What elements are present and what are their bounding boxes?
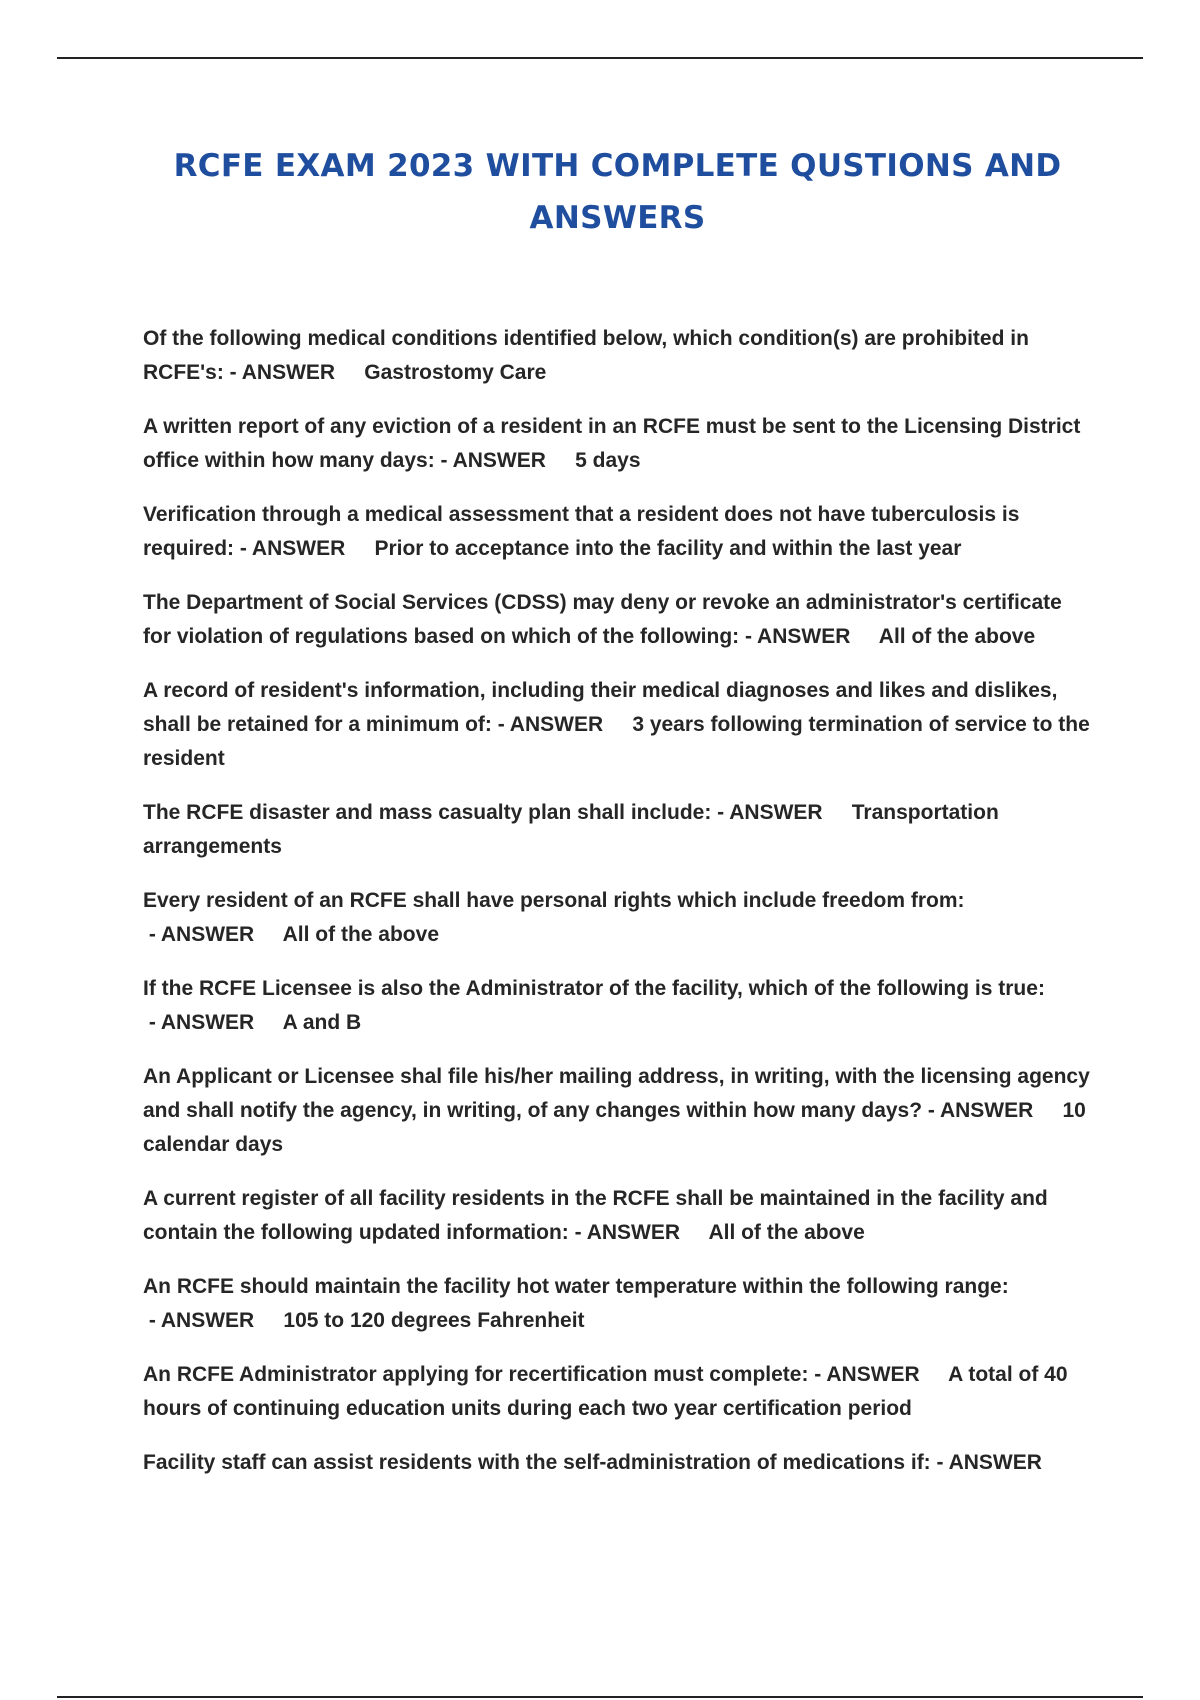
qa-item: The RCFE disaster and mass casualty plan shall include: - ANSWER Transportation arrangements — [143, 801, 999, 858]
qa-item: An RCFE should maintain the facility hot water temperature within the following range: - ANSWER 105 to 120 degrees Fahrenheit — [143, 1275, 1009, 1332]
answer-text: Transportation arrangements — [143, 801, 999, 858]
question-text: If the RCFE Licensee is also the Administrator of the facility, which of the following is true: — [143, 977, 1045, 1000]
bottom-divider — [57, 1696, 1143, 1698]
answer-text: Gastrostomy Care — [364, 361, 547, 384]
qa-item: The Department of Social Services (CDSS) may deny or revoke an administrator's certificate for violation of regulations based on which of the following: - ANSWER All of the above — [143, 591, 1062, 648]
question-text: Verification through a medical assessment that a resident does not have tuberculosis is required: — [143, 503, 1020, 560]
qa-item: Verification through a medical assessment that a resident does not have tuberculosis is required: - ANSWER Prior to acceptance into the facility and within the last year — [143, 503, 1020, 560]
question-text: An RCFE Administrator applying for recertification must complete: — [143, 1363, 809, 1386]
qa-item: A current register of all facility residents in the RCFE shall be maintained in the facility and contain the following updated information: - ANSWER All of the above — [143, 1187, 1048, 1244]
answer-text: A total of 40 hours of continuing education units during each two year certification period — [143, 1363, 1068, 1420]
qa-item: An Applicant or Licensee shal file his/her mailing address, in writing, with the licensing agency and shall notify the agency, in writing, of any changes within how many days? - ANSWER 10 calendar days — [143, 1065, 1090, 1156]
question-text: The RCFE disaster and mass casualty plan shall include: — [143, 801, 712, 824]
answer-text: 105 to 120 degrees Fahrenheit — [283, 1309, 585, 1332]
document-title: RCFE EXAM 2023 WITH COMPLETE QUSTIONS AND ANSWERS — [173, 148, 1062, 236]
qa-item: Of the following medical conditions identified below, which condition(s) are prohibited in RCFE's: - ANSWER Gastrostomy Care — [143, 327, 1029, 384]
question-text: An RCFE should maintain the facility hot water temperature within the following range: — [143, 1275, 1009, 1298]
answer-label: ANSWER — [826, 1363, 920, 1386]
answer-text: 10 calendar days — [143, 1099, 1086, 1156]
top-divider — [57, 57, 1143, 59]
question-text: A record of resident's information, including their medical diagnoses and likes and dislikes, shall be retained for a minimum of: — [143, 679, 1058, 736]
answer-label: ANSWER — [757, 625, 851, 648]
answer-text: All of the above — [708, 1221, 865, 1244]
answer-label: ANSWER — [160, 1011, 255, 1034]
qa-list — [143, 322, 1093, 1500]
answer-label: ANSWER — [939, 1099, 1034, 1122]
qa-item: A written report of any eviction of a resident in an RCFE must be sent to the Licensing District office within how many days: - ANSWER 5 days — [143, 415, 1081, 472]
question-text: A current register of all facility residents in the RCFE shall be maintained in the facility and contain the following updated information: — [143, 1187, 1048, 1244]
question-text: Facility staff can assist residents with the self-administration of medications if: — [143, 1451, 931, 1474]
qa-item: Every resident of an RCFE shall have personal rights which include freedom from: - ANSWER All of the above — [143, 889, 965, 946]
question-text: The Department of Social Services (CDSS) may deny or revoke an administrator's certificate for violation of regulations based on which of the following: — [143, 591, 1062, 648]
answer-text: 5 days — [575, 449, 641, 472]
qa-item: An RCFE Administrator applying for recertification must complete: - ANSWER A total of 40 hours of continuing education units during each two year certification period — [143, 1363, 1068, 1420]
qa-item: A record of resident's information, including their medical diagnoses and likes and dislikes, shall be retained for a minimum of: - ANSWER 3 years following termination of service to the resident — [143, 679, 1090, 770]
answer-label: ANSWER — [452, 449, 546, 472]
answer-label: ANSWER — [251, 537, 346, 560]
answer-label: ANSWER — [729, 801, 823, 824]
answer-text: Prior to acceptance into the facility and within the last year — [374, 537, 962, 560]
answer-text: 3 years following termination of service to the resident — [143, 713, 1090, 770]
qa-item: If the RCFE Licensee is also the Administrator of the facility, which of the following is true: - ANSWER A and B — [143, 977, 1045, 1034]
question-text: Every resident of an RCFE shall have personal rights which include freedom from: — [143, 889, 965, 912]
answer-label: ANSWER — [160, 923, 255, 946]
answer-label: ANSWER — [586, 1221, 681, 1244]
answer-text: All of the above — [282, 923, 439, 946]
qa-item: Facility staff can assist residents with the self-administration of medications if: - ANSWER — [143, 1451, 1042, 1474]
answer-text: All of the above — [878, 625, 1036, 648]
question-text: An Applicant or Licensee shal file his/her mailing address, in writing, with the licensing agency and shall notify the agency, in writing, of any changes within how many days? — [143, 1065, 1090, 1122]
question-text: Of the following medical conditions identified below, which condition(s) are prohibited in RCFE's: — [143, 327, 1029, 384]
answer-label: ANSWER — [948, 1451, 1042, 1474]
answer-label: ANSWER — [160, 1309, 255, 1332]
answer-text: A and B — [282, 1011, 362, 1034]
answer-label: ANSWER — [241, 361, 336, 384]
question-text: A written report of any eviction of a resident in an RCFE must be sent to the Licensing District office within how many days: — [143, 415, 1081, 472]
answer-label: ANSWER — [509, 713, 604, 736]
